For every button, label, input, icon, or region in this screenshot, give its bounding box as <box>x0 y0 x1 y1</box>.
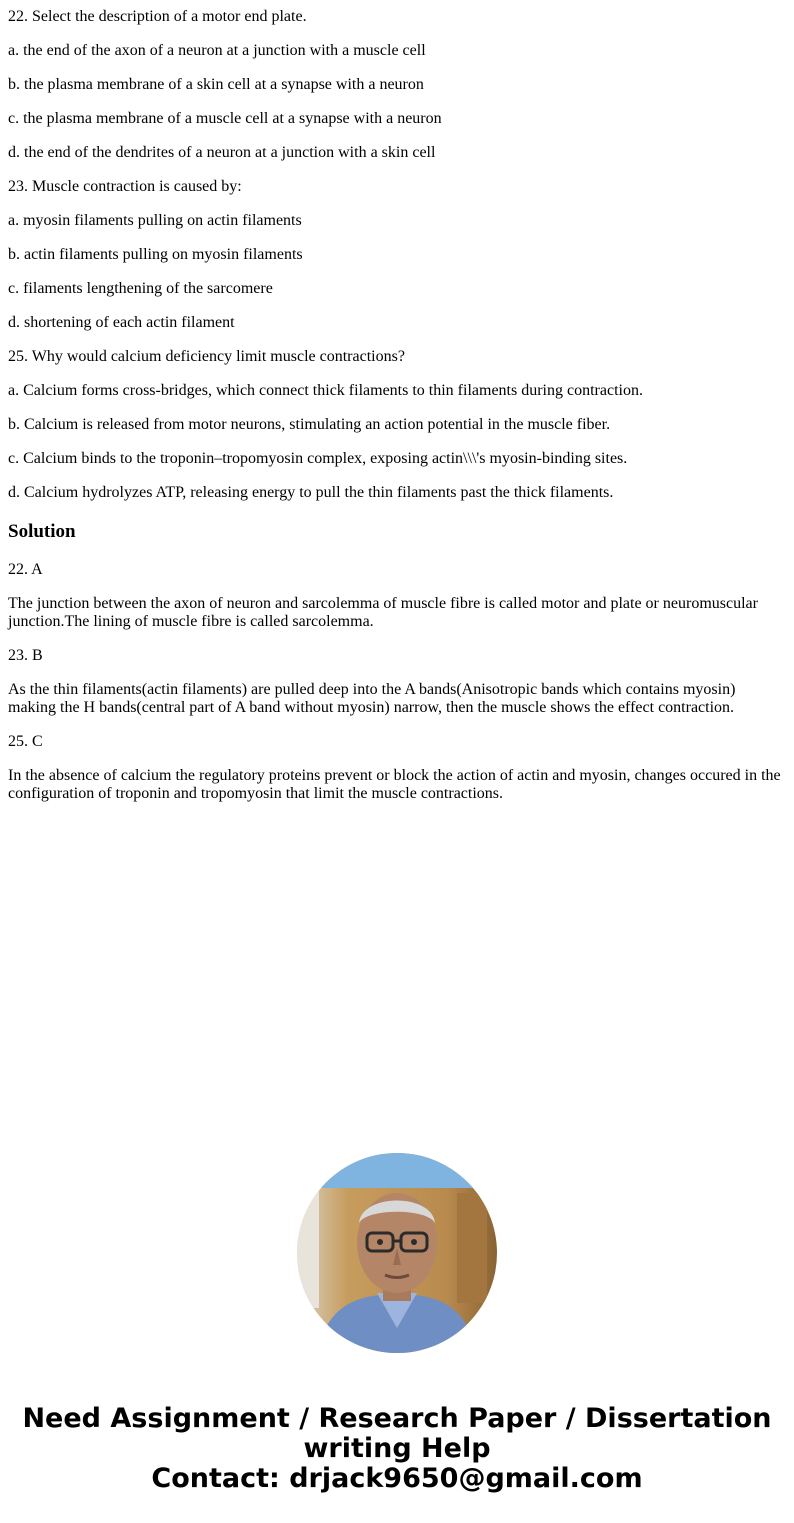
solution-heading: Solution <box>8 521 76 542</box>
person-photo-icon <box>297 1153 497 1353</box>
question-25-option-a: a. Calcium forms cross-bridges, which connect thick filaments to thin filaments during contraction. <box>8 382 643 399</box>
footer-contact: Contact: drjack9650@gmail.com <box>151 1463 643 1494</box>
question-25-option-d: d. Calcium hydrolyzes ATP, releasing energy to pull the thin filaments past the thick filaments. <box>8 484 614 501</box>
question-23-option-b: b. actin filaments pulling on myosin filaments <box>8 246 303 263</box>
question-25-stem: 25. Why would calcium deficiency limit muscle contractions? <box>8 348 405 365</box>
question-22-option-c: c. the plasma membrane of a muscle cell at a synapse with a neuron <box>8 110 442 127</box>
question-22-option-b: b. the plasma membrane of a skin cell at a synapse with a neuron <box>8 76 424 93</box>
question-22-stem: 22. Select the description of a motor end plate. <box>8 8 307 25</box>
answer-23: 23. B <box>8 647 43 664</box>
question-25-option-b: b. Calcium is released from motor neurons, stimulating an action potential in the muscle fiber. <box>8 416 611 433</box>
footer-line-2: writing Help <box>303 1433 491 1464</box>
question-22-option-d: d. the end of the dendrites of a neuron at a junction with a skin cell <box>8 144 436 161</box>
question-23-option-a: a. myosin filaments pulling on actin filaments <box>8 212 302 229</box>
question-25-option-c: c. Calcium binds to the troponin–tropomyosin complex, exposing actin\\\'s myosin-binding sites. <box>8 450 628 467</box>
explanation-22: The junction between the axon of neuron and sarcolemma of muscle fibre is called motor and plate or neuromuscular junction.The lining of muscle fibre is called sarcolemma. <box>8 595 758 630</box>
explanation-25: In the absence of calcium the regulatory proteins prevent or block the action of actin and myosin, changes occured in the configuration of troponin and tropomyosin that limit the muscle contractions. <box>8 767 781 802</box>
question-23-option-c: c. filaments lengthening of the sarcomere <box>8 280 273 297</box>
explanation-23: As the thin filaments(actin filaments) are pulled deep into the A bands(Anisotropic bands which contains myosin) making the H bands(central part of A band without myosin) narrow, then the muscle shows the effect contraction. <box>8 681 736 716</box>
answer-25: 25. C <box>8 733 43 750</box>
answer-22: 22. A <box>8 561 43 578</box>
footer-banner <box>0 1404 794 1494</box>
avatar-illustration <box>297 1153 497 1353</box>
question-23-stem: 23. Muscle contraction is caused by: <box>8 178 242 195</box>
footer-line-1: Need Assignment / Research Paper / Dissertation <box>22 1403 772 1434</box>
question-23-option-d: d. shortening of each actin filament <box>8 314 235 331</box>
question-22-option-a: a. the end of the axon of a neuron at a junction with a muscle cell <box>8 42 426 59</box>
